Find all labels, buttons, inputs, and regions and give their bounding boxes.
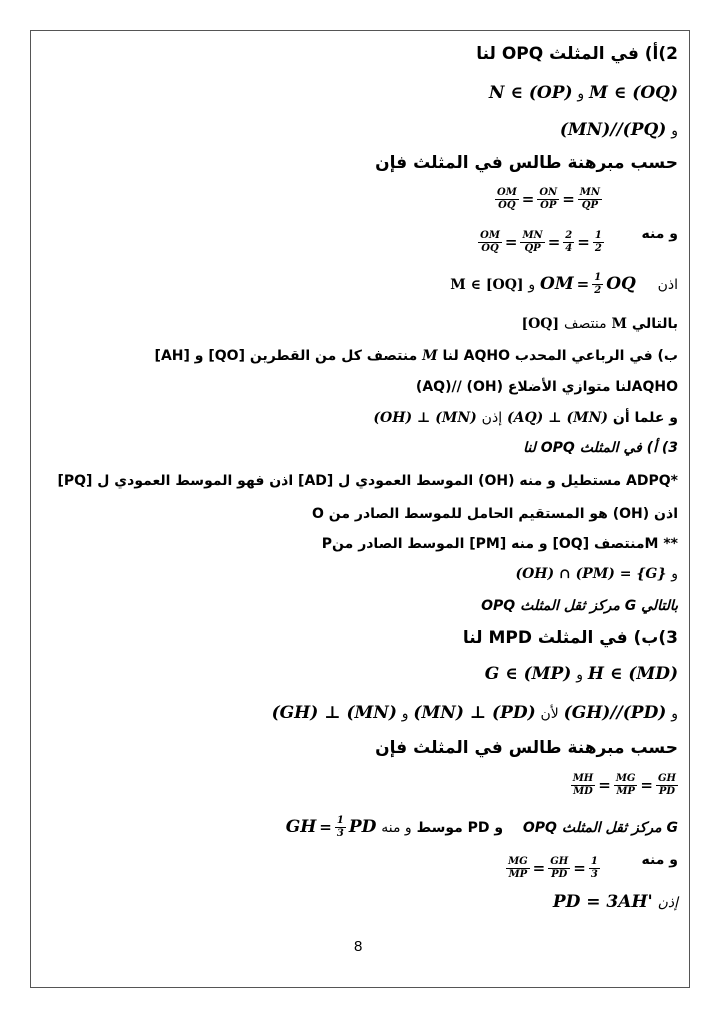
hence-word: و منه	[641, 226, 678, 242]
gh-perp-mn: (GH) ⊥ (MN)	[271, 703, 397, 723]
page-number: 8	[354, 938, 363, 955]
intersection-line	[515, 566, 678, 583]
centroid-g-text: G مركز ثقل المثلث OPQ	[522, 819, 678, 836]
n-in-op: N ∈ (OP)	[488, 83, 573, 103]
thales-heading	[375, 153, 678, 173]
parallelogram-line	[416, 379, 678, 396]
fraction: $\frac{1}{2}$	[594, 230, 602, 254]
fraction: $\frac{OM}{OQ}$	[480, 230, 500, 254]
centroid-line	[481, 598, 678, 615]
fraction: $\frac{OM}{OQ}$	[496, 187, 517, 211]
therefore-word: إذن	[657, 895, 678, 911]
thales-fractions: $\frac{OM}{OQ}$ = $\frac{ON}{OP}$ = $\frac{MN}{QP}$	[496, 187, 600, 211]
thales-heading-2-text: حسب مبرهنة طالس في المثلث فإن	[375, 738, 678, 758]
mn-perp-pd: (MN) ⊥ (PD)	[413, 703, 536, 723]
and-word: و	[671, 566, 678, 582]
fraction: $\frac{1}{2}$	[594, 272, 602, 296]
gh-parallel-pd: (GH)//(PD)	[563, 703, 667, 723]
fraction: $\frac{1}{3}$	[336, 815, 344, 839]
fraction: $\frac{MN}{QP}$	[579, 187, 600, 211]
ratio-line	[478, 226, 678, 254]
thales-fractions-2: $\frac{MH}{MD}$ = $\frac{MG}{MP}$ = $\frac{GH}{PD}$	[572, 773, 676, 797]
g-in-mp: G ∈ (MP)	[484, 664, 572, 684]
rectangle-line	[57, 473, 678, 490]
fraction: $\frac{ON}{OP}$	[539, 187, 558, 211]
line-membership	[489, 83, 678, 103]
final-line	[553, 892, 678, 912]
thus-word: بالتالي	[631, 316, 678, 332]
fraction: $\frac{MH}{MD}$	[572, 773, 594, 797]
median-text: اذن (OH) هو المستقيم الحامل للموسط الصادر من O	[311, 506, 678, 522]
ratio-fractions: $\frac{OM}{OQ}$ = $\frac{MN}{QP}$ = $\frac{2}{4}$ = $\frac{1}{2}$	[480, 230, 602, 254]
and-word: و	[577, 86, 585, 102]
hence-word: و منه	[641, 852, 678, 868]
fraction: $\frac{MG}{MP}$	[615, 773, 636, 797]
heading-3a-text: 3) أ) في المثلث OPQ لنا	[523, 440, 678, 456]
fraction: $\frac{1}{3}$	[590, 856, 598, 880]
line-membership-2	[485, 664, 678, 684]
oh-perp-mn: (OH) ⊥ (MN)	[373, 410, 477, 426]
midpoint-line	[521, 316, 678, 333]
and-word: و	[671, 123, 678, 139]
fraction: $\frac{GH}{PD}$	[550, 856, 569, 880]
ratio-line-2	[506, 852, 678, 880]
ratio-fractions-2: $\frac{MG}{MP}$ = $\frac{GH}{PD}$ = $\frac{1}{3}$	[508, 856, 598, 880]
midpoint-median-line	[322, 536, 678, 553]
quad-line	[155, 348, 678, 365]
fraction: $\frac{MG}{MP}$	[508, 856, 528, 880]
and-word: و	[528, 276, 536, 293]
gh-equation: GH = $\frac{1}{3}$ PD	[285, 815, 377, 839]
point-m: M	[611, 316, 627, 332]
knowing-word: و علما أن	[612, 410, 678, 426]
fraction: $\frac{2}{4}$	[565, 230, 573, 254]
and-word: و	[671, 706, 678, 722]
quad-diagonals-text: منتصف كل من القطرين [QO] و [AH]	[154, 348, 418, 364]
because-word: لأن	[540, 706, 559, 722]
fraction: $\frac{GH}{PD}$	[658, 773, 676, 797]
m-in-oq: M ∈ (OQ)	[589, 83, 678, 103]
oh-intersect-pm: (OH) ∩ (PM) = {G}	[515, 566, 667, 582]
h-in-md: H ∈ (MD)	[587, 664, 678, 684]
and-word: و	[576, 667, 583, 683]
thales-equation	[495, 183, 602, 211]
mn-parallel-pq: (MN)//(PQ)	[559, 120, 667, 140]
and-word: و	[401, 706, 409, 722]
pd-equals-3ah: PD = 3AH'	[552, 892, 653, 912]
heading-2a-text: 2)أ) في المثلث OPQ لنا	[476, 44, 678, 64]
hence-word: و منه	[381, 819, 412, 836]
parallelogram-text: AQHOلنا متوازي الأضلاع (OH) //(AQ)	[415, 379, 678, 395]
parallel-line-2	[272, 703, 678, 723]
aq-perp-mn: (AQ) ⊥ (MN)	[506, 410, 608, 426]
m-in-segment-oq: M ∈ [OQ]	[450, 276, 524, 293]
perpendicular-line	[373, 410, 678, 427]
midpoint-word: منتصف	[563, 316, 607, 332]
line-parallel	[560, 120, 678, 140]
quad-text: ب) في الرباعي المحدب AQHO لنا	[442, 348, 678, 364]
heading-2a	[476, 44, 678, 64]
then-word: إذن	[481, 410, 503, 426]
segment-oq: [OQ]	[521, 316, 560, 332]
om-equation: OM = $\frac{1}{2}$ OQ	[540, 272, 636, 296]
heading-3b	[463, 628, 678, 648]
rectangle-text: *ADPQ مستطيل و منه (OH) الموسط العمودي ل [AD] اذن فهو الموسط العمودي ل [PQ]	[57, 473, 678, 489]
point-m: M	[422, 348, 438, 364]
median-line	[312, 506, 678, 523]
midpoint-median-text: ** Mمنتصف [OQ] و منه [PM] الموسط الصادر منP	[321, 536, 678, 552]
thales-equation-2	[571, 769, 678, 797]
thales-heading-2	[375, 738, 678, 758]
fraction: $\frac{MN}{QP}$	[522, 230, 543, 254]
pd-median-text: و PD موسط	[416, 819, 504, 836]
heading-3a	[523, 440, 678, 457]
thales-heading-text: حسب مبرهنة طالس في المثلث فإن	[375, 153, 678, 173]
conclusion-om	[450, 272, 678, 296]
therefore-word: اذن	[657, 276, 678, 293]
heading-3b-text: 3)ب) في المثلث MPD لنا	[462, 628, 678, 648]
gh-line	[286, 815, 678, 839]
centroid-text: بالتالي G مركز ثقل المثلث OPQ	[481, 598, 678, 614]
